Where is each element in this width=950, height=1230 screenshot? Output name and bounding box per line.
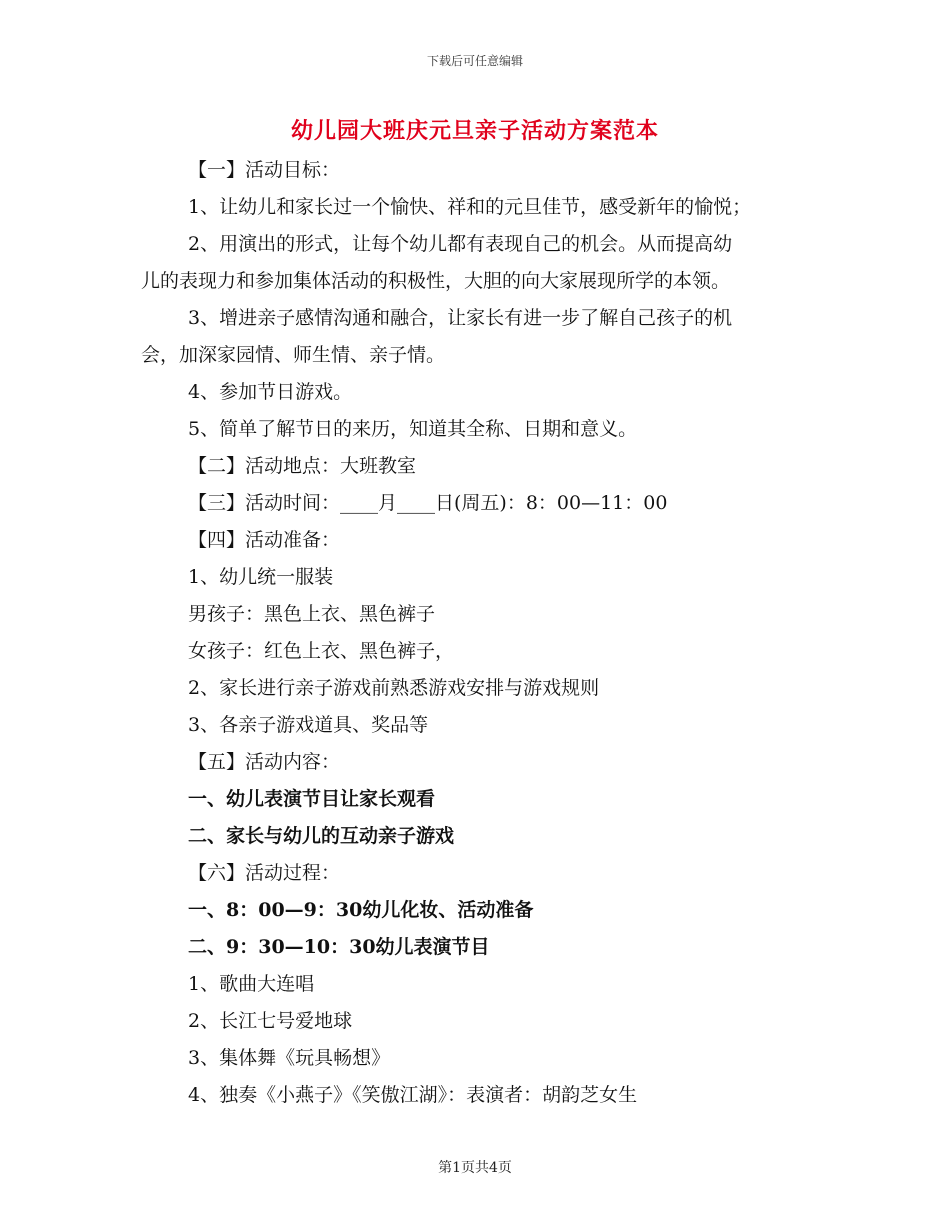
body-line: 【四】活动准备： (188, 529, 341, 551)
body-line: 1、歌曲大连唱 (188, 973, 315, 995)
body-line: 4、参加节日游戏。 (188, 381, 353, 403)
body-line: 3、各亲子游戏道具、奖品等 (188, 714, 429, 736)
body-line: 1、幼儿统一服装 (188, 566, 334, 588)
document-body (141, 152, 841, 1114)
body-line: 【三】活动时间：____月____日(周五)：8：00—11：00 (188, 492, 668, 514)
body-line: 一、幼儿表演节目让家长观看 (188, 788, 436, 810)
body-line: 女孩子：红色上衣、黑色裤子， (188, 640, 455, 662)
body-line: 儿的表现力和参加集体活动的积极性，大胆的向大家展现所学的本领。 (141, 270, 731, 292)
body-line: 2、长江七号爱地球 (188, 1010, 353, 1032)
body-line: 3、集体舞《玩具畅想》 (188, 1047, 391, 1069)
body-line: 男孩子：黑色上衣、黑色裤子 (188, 603, 436, 625)
body-line: 4、独奏《小燕子》《笑傲江湖》：表演者：胡韵芝女生 (188, 1084, 638, 1106)
body-line: 一、8：00—9：30幼儿化妆、活动准备 (188, 899, 534, 921)
body-line: 二、家长与幼儿的互动亲子游戏 (188, 825, 455, 847)
body-line: 5、简单了解节日的来历，知道其全称、日期和意义。 (188, 418, 638, 440)
body-line: 二、9：30—10：30幼儿表演节目 (188, 936, 490, 958)
body-line: 2、家长进行亲子游戏前熟悉游戏安排与游戏规则 (188, 677, 600, 699)
page-header-note: 下载后可任意编辑 (426, 54, 523, 68)
page-number: 第1页共4页 (438, 1160, 512, 1176)
document-title: 幼儿园大班庆元旦亲子活动方案范本 (290, 118, 659, 144)
body-line: 【五】活动内容： (188, 751, 341, 773)
body-line: 3、增进亲子感情沟通和融合，让家长有进一步了解自己孩子的机 (188, 307, 733, 329)
body-line: 2、用演出的形式，让每个幼儿都有表现自己的机会。从而提高幼 (188, 233, 733, 255)
body-line: 【一】活动目标： (188, 159, 341, 181)
body-line: 1、让幼儿和家长过一个愉快、祥和的元旦佳节，感受新年的愉悦； (188, 196, 752, 218)
body-line: 会，加深家园情、师生情、亲子情。 (141, 344, 446, 366)
body-line: 【六】活动过程： (188, 862, 341, 884)
body-line: 【二】活动地点：大班教室 (188, 455, 417, 477)
